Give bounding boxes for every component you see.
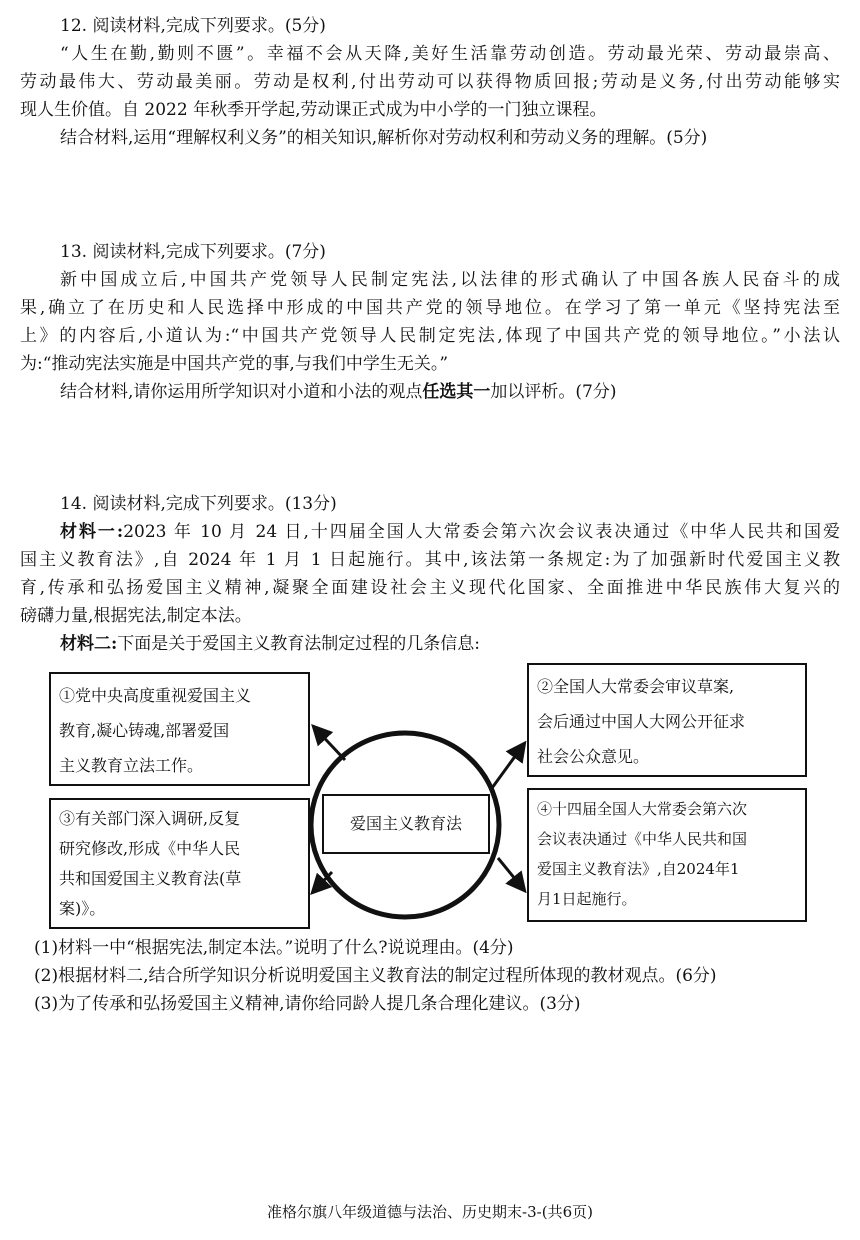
- page-footer: 准格尔旗八年级道德与法治、历史期末-3-(共6页): [267, 1203, 593, 1221]
- info-box-1-line-2: 教育,凝心铸魂,部署爱国: [59, 721, 230, 740]
- q14-material-1-text: 2023 年 10 月 24 日,十四届全国人大常委会第六次会议表决通过《中华人民共和国爱: [123, 522, 840, 542]
- q14-material-2-text: 下面是关于爱国主义教育法制定过程的几条信息:: [117, 634, 481, 654]
- center-label: 爱国主义教育法: [349, 814, 462, 833]
- info-box-1-line-1: ①党中央高度重视爱国主义: [59, 686, 252, 705]
- q12-line-2: 劳动最伟大、劳动最美丽。劳动是权利,付出劳动可以获得物质回报;劳动是义务,付出劳动能够实: [20, 72, 840, 92]
- q14-material-1-line-3: 育,传承和弘扬爱国主义精神,凝聚全面建设社会主义现代化国家、全面推进中华民族伟大复兴的: [20, 578, 840, 598]
- info-box-3-line-3: 共和国爱国主义教育法(草: [59, 869, 242, 888]
- q14-sub-2: (2)根据材料二,结合所学知识分析说明爱国主义教育法的制定过程所体现的教材观点。(6分): [34, 966, 717, 986]
- info-box-3-line-4: 案)》。: [59, 899, 106, 918]
- q14-material-1-label: 材料一:: [60, 522, 124, 542]
- q13-line-4: 为:“推动宪法实施是中国共产党的事,与我们中学生无关。”: [20, 354, 449, 374]
- q12-line-3: 现人生价值。自 2022 年秋季开学起,劳动课正式成为中小学的一门独立课程。: [20, 100, 607, 120]
- arrow-to-box-2: [492, 744, 524, 788]
- info-box-4-line-3: 爱国主义教育法》,自2024年1: [537, 860, 740, 878]
- info-box-4-line-1: ④十四届全国人大常委会第六次: [537, 800, 748, 818]
- q12-task: 结合材料,运用“理解权利义务”的相关知识,解析你对劳动权利和劳动义务的理解。(5分): [60, 128, 708, 148]
- q14-material-1-line-4: 磅礴力量,根据宪法,制定本法。: [20, 606, 252, 626]
- q13-task-pre: 结合材料,请你运用所学知识对小道和小法的观点: [60, 382, 423, 402]
- q13-line-3: 上》的内容后,小道认为:“中国共产党领导人民制定宪法,体现了中国共产党的领导地位。”小法认: [20, 326, 840, 346]
- q14-material-2-label: 材料二:: [60, 634, 118, 654]
- q14-sub-1: (1)材料一中“根据宪法,制定本法。”说明了什么?说说理由。(4分): [34, 938, 514, 958]
- info-box-4-line-4: 月1日起施行。: [537, 890, 637, 908]
- q13-title: 13. 阅读材料,完成下列要求。(7分): [60, 242, 326, 262]
- info-box-3-line-1: ③有关部门深入调研,反复: [59, 809, 241, 828]
- info-box-4-line-2: 会议表决通过《中华人民共和国: [537, 830, 748, 848]
- info-box-1-line-3: 主义教育立法工作。: [59, 756, 204, 775]
- q12-line-1: “人生在勤,勤则不匮”。幸福不会从天降,美好生活靠劳动创造。劳动最光荣、劳动最崇高、: [60, 44, 840, 64]
- q12-title: 12. 阅读材料,完成下列要求。(5分): [60, 16, 326, 36]
- q13-task-post: 加以评析。(7分): [490, 382, 617, 402]
- q14-title: 14. 阅读材料,完成下列要求。(13分): [60, 494, 337, 514]
- q13-task-bold: 任选其一: [422, 382, 491, 402]
- info-box-2: [527, 663, 807, 777]
- info-box-3-line-2: 研究修改,形成《中华人民: [59, 839, 241, 858]
- q13-line-2: 果,确立了在历史和人民选择中形成的中国共产党的领导地位。在学习了第一单元《坚持宪法至: [20, 298, 840, 318]
- q14-material-1-line-2: 国主义教育法》,自 2024 年 1 月 1 日起施行。其中,该法第一条规定:为了加强新时代爱国主义教: [20, 550, 840, 570]
- info-box-3: [49, 798, 310, 929]
- info-box-2-line-2: 会后通过中国人大网公开征求: [537, 712, 746, 731]
- q13-line-1: 新中国成立后,中国共产党领导人民制定宪法,以法律的形式确认了中国各族人民奋斗的成: [60, 270, 840, 290]
- arrow-to-box-1: [314, 727, 345, 760]
- info-box-2-line-1: ②全国人大常委会审议草案,: [537, 677, 735, 696]
- info-box-2-line-3: 社会公众意见。: [537, 747, 650, 766]
- info-box-1: [49, 672, 310, 786]
- q14-sub-3: (3)为了传承和弘扬爱国主义精神,请你给同龄人提几条合理化建议。(3分): [34, 994, 581, 1014]
- info-box-4: [527, 788, 807, 922]
- arrow-to-box-4: [498, 858, 524, 890]
